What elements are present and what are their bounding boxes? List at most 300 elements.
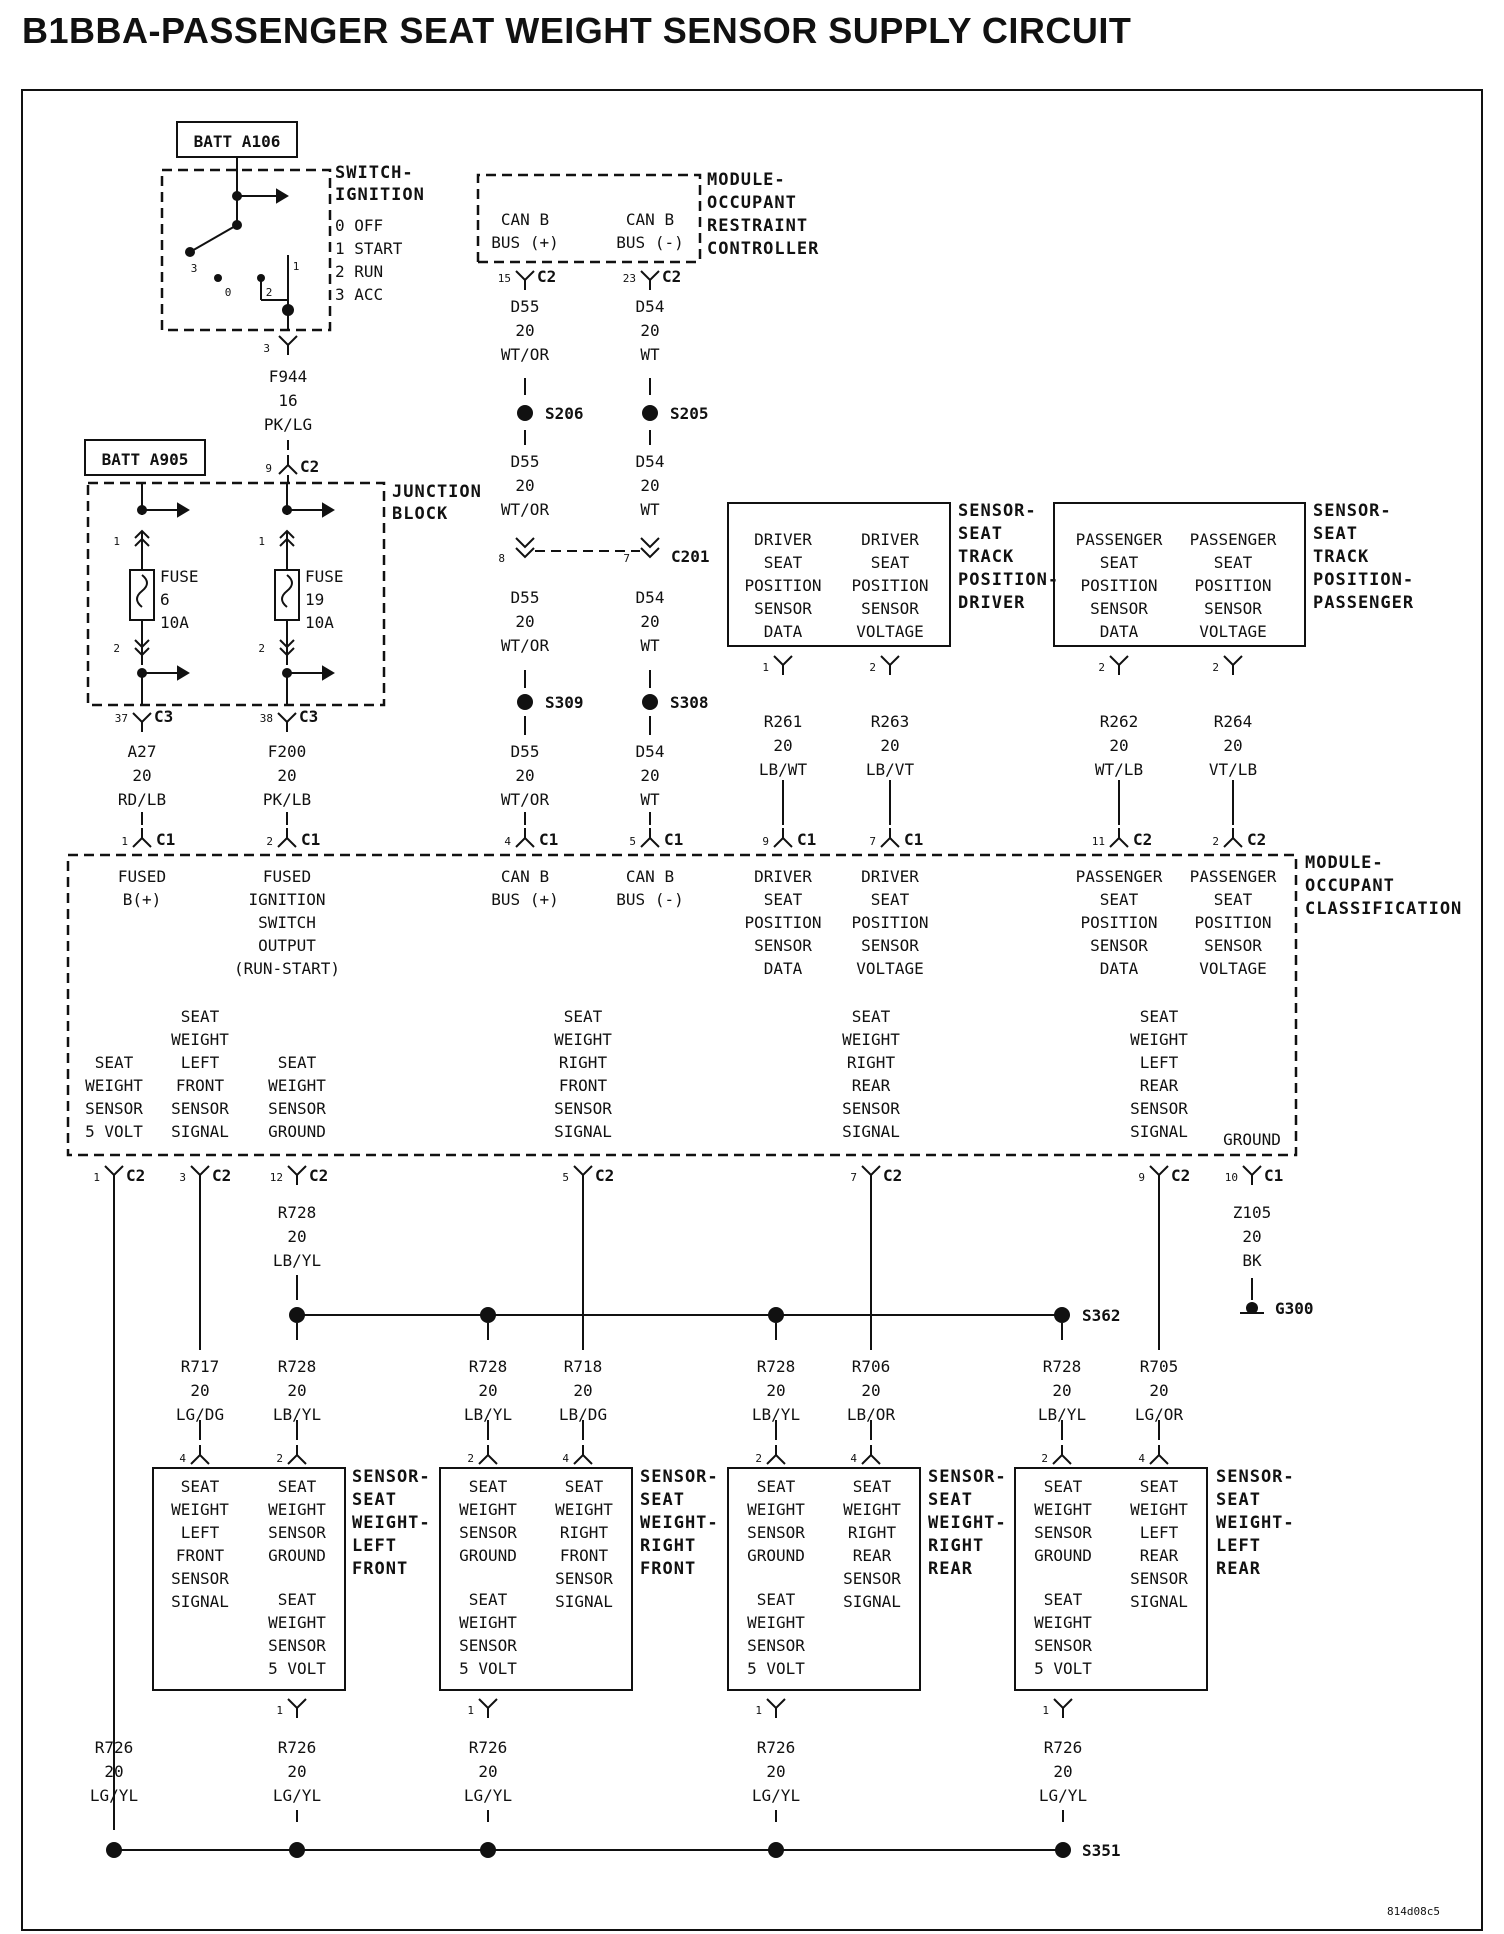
wire-callout: 20 — [766, 1762, 786, 1781]
sensor-signal-text: LEFT — [180, 1523, 220, 1542]
wire-callout: LB/DG — [558, 1405, 608, 1424]
ignition-positions: 0 OFF — [335, 216, 384, 235]
wire-callout: WT — [640, 500, 660, 519]
wire-callout: 20 — [478, 1762, 498, 1781]
sensor-5v-pin: 1 — [276, 1704, 283, 1717]
occ-top-pin-text: POSITION — [1080, 913, 1158, 932]
seat-track-sensor-label: SEAT — [1313, 524, 1358, 544]
sstpp-volt-text: SEAT — [1213, 553, 1253, 572]
occ-top-pin: 2 — [266, 835, 273, 848]
sensor-signal-text: WEIGHT — [843, 1500, 901, 1519]
occ-top-conn: C2 — [1247, 830, 1267, 849]
jb-in-conn: C2 — [300, 457, 320, 476]
wire-callout: WT — [640, 636, 660, 655]
occ-bottom-conn: C2 — [212, 1166, 232, 1185]
wire-callout: 20 — [1242, 1227, 1262, 1246]
occ-bottom-pin: 1 — [93, 1171, 100, 1184]
wire-callout: R262 — [1099, 712, 1139, 731]
occ-top-conn: C1 — [539, 830, 559, 849]
sensor-signal-text: SEAT — [1139, 1477, 1179, 1496]
occ-can-connector — [641, 828, 659, 847]
sensor-ground-text: SEAT — [277, 1477, 317, 1496]
sstpd-volt-text: SEAT — [870, 553, 910, 572]
ignition-pin-0: 0 — [224, 286, 232, 299]
sensor-5v-text: 5 VOLT — [1034, 1659, 1092, 1678]
s362-label: S362 — [1082, 1306, 1121, 1325]
wire-callout: VT/LB — [1208, 760, 1258, 779]
occ-top-pin-text: SENSOR — [754, 936, 812, 955]
seat-weight-sensor-label: FRONT — [640, 1559, 697, 1579]
wire-callout: R718 — [563, 1357, 603, 1376]
ignition-contact-0 — [214, 274, 222, 282]
ground-bus-splice — [289, 1307, 305, 1323]
occ-bottom-pin-text: GROUND — [1223, 1130, 1281, 1149]
wire-callout: 20 — [515, 766, 535, 785]
sensor-signal-connector — [191, 1445, 209, 1464]
sensor-ground-text: SENSOR — [459, 1523, 517, 1542]
wire-callout: WT — [640, 790, 660, 809]
ignition-node — [232, 191, 242, 201]
sstpp-data-text: SEAT — [1099, 553, 1139, 572]
sensor-5v-connector — [767, 1699, 785, 1718]
wire-callout: WT/OR — [500, 345, 550, 364]
occ-bottom-connector — [862, 1166, 880, 1185]
occ-top-pin-text: POSITION — [851, 913, 929, 932]
sensor-signal-text: SIGNAL — [1130, 1592, 1188, 1611]
wire-callout: 20 — [861, 1381, 881, 1400]
occ-top-pin-text: VOLTAGE — [856, 959, 924, 978]
wire-callout: 20 — [132, 766, 152, 785]
sensor-signal-connector — [1150, 1445, 1168, 1464]
sstpp-data-text: SENSOR — [1090, 599, 1148, 618]
wire-callout: R728 — [468, 1357, 508, 1376]
wire-callout: 20 — [640, 321, 660, 340]
occ-bottom-pin-text: SENSOR — [268, 1099, 326, 1118]
seat-track-sensor-label: POSITION- — [1313, 570, 1415, 590]
wire-callout: R263 — [870, 712, 910, 731]
occ-bottom-connector — [288, 1166, 306, 1185]
wire-callout: LG/YL — [463, 1786, 513, 1805]
wire-callout: R705 — [1139, 1357, 1179, 1376]
sensor-5v-text: WEIGHT — [459, 1613, 517, 1632]
occ-top-pin-text: BUS (-) — [616, 890, 684, 909]
occ-top-pin-text: OUTPUT — [258, 936, 316, 955]
occ-bottom-connector — [1243, 1166, 1261, 1185]
occ-top-pin-text: FUSED — [262, 867, 312, 886]
ignition-contact-3 — [185, 247, 195, 257]
can-splice-label: S206 — [545, 404, 584, 423]
sensor-ground-text: WEIGHT — [459, 1500, 517, 1519]
pin-number: 15 — [497, 272, 511, 285]
sensor-5v-text: 5 VOLT — [268, 1659, 326, 1678]
wire-callout: 20 — [766, 1381, 786, 1400]
figure-id: 814d08c5 — [1387, 1905, 1440, 1918]
sensor-ground-pin: 2 — [755, 1452, 762, 1465]
occ-top-pin-text: (RUN-START) — [234, 959, 340, 978]
occ-bottom-pin: 3 — [179, 1171, 186, 1184]
orc-label: RESTRAINT — [707, 216, 809, 236]
sensor-signal-text: SENSOR — [1130, 1569, 1188, 1588]
can-splice-label: S205 — [670, 404, 709, 423]
occ-bottom-pin-text: LEFT — [1139, 1053, 1179, 1072]
occ-top-pin-text: SENSOR — [861, 936, 919, 955]
sstpd-data-text: DATA — [763, 622, 803, 641]
sensor-5v-text: SENSOR — [1034, 1636, 1092, 1655]
track-sensor-connector — [1224, 656, 1242, 675]
occ-top-pin: 7 — [869, 835, 876, 848]
ignition-switch-label: SWITCH- — [335, 163, 414, 183]
fuse-top-pin: 1 — [113, 535, 120, 548]
occ-top-pin-text: B(+) — [122, 890, 162, 909]
occ-module-label: CLASSIFICATION — [1305, 899, 1463, 919]
g300-ground — [1246, 1302, 1258, 1314]
sensor-5v-text: SEAT — [277, 1590, 317, 1609]
can-splice — [517, 694, 533, 710]
jb-in-connector — [279, 455, 297, 474]
occ-module-label: MODULE- — [1305, 853, 1384, 873]
wire-callout: 20 — [104, 1762, 124, 1781]
seat-track-sensor-label: TRACK — [958, 547, 1015, 567]
wire-callout: BK — [1242, 1251, 1262, 1270]
occ-top-pin: 9 — [762, 835, 769, 848]
seat-weight-sensor-label: LEFT — [352, 1536, 397, 1556]
ignition-switch-label: IGNITION — [335, 185, 425, 205]
occ-bottom-pin-text: SEAT — [180, 1007, 220, 1026]
wire-callout: WT/LB — [1094, 760, 1144, 779]
sensor-signal-pin: 4 — [562, 1452, 569, 1465]
occ-bottom-connector — [1150, 1166, 1168, 1185]
sensor-ground-text: GROUND — [1034, 1546, 1092, 1565]
seat-weight-sensor-label: SEAT — [928, 1490, 973, 1510]
occ-top-conn: C1 — [301, 830, 321, 849]
sensor-5v-text: 5 VOLT — [459, 1659, 517, 1678]
sensor-ground-pin: 2 — [467, 1452, 474, 1465]
wire-callout: R726 — [756, 1738, 796, 1757]
sensor-5v-connector — [1054, 1699, 1072, 1718]
occ-bottom-pin-text: RIGHT — [846, 1053, 896, 1072]
occ-track-connector — [881, 828, 899, 847]
sensor-ground-text: WEIGHT — [747, 1500, 805, 1519]
seat-weight-sensor-label: WEIGHT- — [928, 1513, 1007, 1533]
wire-callout: R706 — [851, 1357, 891, 1376]
occ-top-pin-text: SEAT — [1213, 890, 1253, 909]
sensor-signal-text: LEFT — [1139, 1523, 1179, 1542]
sensor-ground-text: SEAT — [468, 1477, 508, 1496]
occ-top-pin-text: DATA — [1099, 959, 1139, 978]
occ-bottom-pin-text: SENSOR — [85, 1099, 143, 1118]
occ-track-connector — [1110, 828, 1128, 847]
wire-callout: R728 — [1042, 1357, 1082, 1376]
fuse-body — [275, 570, 299, 620]
occ-top-pin-text: CAN B — [625, 867, 675, 886]
occ-bottom-pin-text: FRONT — [558, 1076, 608, 1095]
track-pin: 1 — [762, 661, 769, 674]
jb-in-pin: 9 — [265, 462, 272, 475]
sstpp-data-text: POSITION — [1080, 576, 1158, 595]
occ-bottom-conn: C1 — [1264, 1166, 1284, 1185]
sensor-ground-connector — [479, 1445, 497, 1464]
wire-callout: WT/OR — [500, 636, 550, 655]
sensor-5v-text: WEIGHT — [1034, 1613, 1092, 1632]
track-pin: 2 — [1212, 661, 1219, 674]
occ-bottom-pin-text: SENSOR — [1130, 1099, 1188, 1118]
batt-a905-label: BATT A905 — [101, 450, 189, 469]
sensor-signal-text: FRONT — [559, 1546, 609, 1565]
occ-bottom-conn: C2 — [126, 1166, 146, 1185]
occ-top-pin-text: FUSED — [117, 867, 167, 886]
pin-number: 37 — [114, 712, 128, 725]
occ-top-conn: C1 — [797, 830, 817, 849]
wire-callout: 20 — [1109, 736, 1129, 755]
wire-callout: 20 — [1149, 1381, 1169, 1400]
occ-top-pin-text: DATA — [763, 959, 803, 978]
sensor-5v-pin: 1 — [467, 1704, 474, 1717]
fuse-node-bottom — [137, 668, 147, 678]
supply-bus-splice — [480, 1842, 496, 1858]
wire-callout: LG/YL — [89, 1786, 139, 1805]
occ-track-connector — [774, 828, 792, 847]
connector-id: C2 — [662, 267, 682, 286]
occ-top-pin-text: BUS (+) — [491, 890, 559, 909]
sensor-signal-text: SEAT — [564, 1477, 604, 1496]
occ-bottom-pin: 9 — [1138, 1171, 1145, 1184]
seat-weight-sensor-label: SENSOR- — [928, 1467, 1007, 1487]
supply-bus-splice — [768, 1842, 784, 1858]
occ-top-pin-text: DRIVER — [754, 867, 812, 886]
occ-bottom-pin-text: WEIGHT — [171, 1030, 229, 1049]
wire-callout: 20 — [515, 321, 535, 340]
wire-callout: LB/YL — [1037, 1405, 1087, 1424]
occ-bottom-pin: 12 — [269, 1171, 283, 1184]
sensor-5v-text: SENSOR — [459, 1636, 517, 1655]
sstpd-volt-text: VOLTAGE — [856, 622, 924, 641]
wire-callout: 20 — [287, 1227, 307, 1246]
seat-track-sensor-label: DRIVER — [958, 593, 1026, 613]
occ-bottom-pin-text: WEIGHT — [554, 1030, 612, 1049]
wire-callout: 20 — [640, 476, 660, 495]
wire-callout: D54 — [635, 297, 665, 316]
wire-callout: WT/OR — [500, 500, 550, 519]
wire-callout: LG/DG — [175, 1405, 225, 1424]
occ-top-pin-text: CAN B — [500, 867, 550, 886]
seat-track-sensor-label: SEAT — [958, 524, 1003, 544]
orc-label: CONTROLLER — [707, 239, 820, 259]
ignition-contact-arm — [190, 225, 237, 252]
wire-callout: R728 — [756, 1357, 796, 1376]
occ-top-pin: 11 — [1091, 835, 1105, 848]
ignition-output-node — [282, 304, 294, 316]
wire-callout: 20 — [287, 1762, 307, 1781]
ignition-positions: 2 RUN — [335, 262, 384, 281]
sensor-5v-text: SEAT — [756, 1590, 796, 1609]
ground-bus-splice — [480, 1307, 496, 1323]
sensor-signal-pin: 4 — [1138, 1452, 1145, 1465]
occ-bottom-pin-text: SIGNAL — [171, 1122, 229, 1141]
seat-track-sensor-box — [1054, 503, 1305, 646]
diagram-title: B1BBA-PASSENGER SEAT WEIGHT SENSOR SUPPLY CIRCUIT — [22, 10, 1132, 51]
occ-top-pin: 2 — [1212, 835, 1219, 848]
c201-connector — [516, 538, 534, 557]
sensor-ground-pin: 2 — [276, 1452, 283, 1465]
wire-callout: WT — [640, 345, 660, 364]
fuse-number: 19 — [305, 590, 325, 609]
fuse-element — [282, 575, 292, 607]
occ-pin2-connector — [278, 828, 296, 847]
occ-bottom-conn: C2 — [595, 1166, 615, 1185]
seat-weight-sensor-label: RIGHT — [640, 1536, 697, 1556]
can-splice-label: S308 — [670, 693, 709, 712]
sensor-ground-text: GROUND — [268, 1546, 326, 1565]
occ-bottom-pin-text: 5 VOLT — [85, 1122, 143, 1141]
occ-top-pin-text: SEAT — [870, 890, 910, 909]
track-sensor-connector — [1110, 656, 1128, 675]
orc-label: OCCUPANT — [707, 193, 797, 213]
sensor-signal-pin: 4 — [850, 1452, 857, 1465]
occ-bottom-connector — [574, 1166, 592, 1185]
wire-callout: D54 — [635, 588, 665, 607]
wire-callout: 20 — [1053, 1762, 1073, 1781]
pin-number: 23 — [622, 272, 636, 285]
wire-callout: 20 — [773, 736, 793, 755]
ignition-pivot — [232, 220, 242, 230]
sensor-5v-text: SENSOR — [268, 1636, 326, 1655]
wire-callout: 20 — [1223, 736, 1243, 755]
ignition-pin-1: 1 — [292, 260, 300, 273]
sensor-ground-text: SEAT — [1043, 1477, 1083, 1496]
track-pin: 2 — [869, 661, 876, 674]
sstpp-volt-text: SENSOR — [1204, 599, 1262, 618]
sensor-ground-connector — [288, 1445, 306, 1464]
occ-top-pin-text: DRIVER — [861, 867, 919, 886]
sensor-ground-text: GROUND — [747, 1546, 805, 1565]
supply-bus-splice — [1055, 1842, 1071, 1858]
wire-callout: LG/YL — [1038, 1786, 1088, 1805]
sstpp-volt-text: VOLTAGE — [1199, 622, 1267, 641]
s351-label: S351 — [1082, 1841, 1121, 1860]
wire-callout: PK/LG — [263, 415, 313, 434]
sensor-5v-text: 5 VOLT — [747, 1659, 805, 1678]
sensor-5v-text: WEIGHT — [747, 1613, 805, 1632]
occ-bottom-pin-text: WEIGHT — [842, 1030, 900, 1049]
wire-callout: WT/OR — [500, 790, 550, 809]
junction-block-box — [88, 483, 384, 705]
fuse-amps: 10A — [305, 613, 334, 632]
arrow-head — [178, 667, 188, 679]
occ-bottom-conn: C2 — [1171, 1166, 1191, 1185]
occ-bottom-pin-text: WEIGHT — [85, 1076, 143, 1095]
occ-bottom-pin-text: GROUND — [268, 1122, 326, 1141]
seat-weight-sensor-label: RIGHT — [928, 1536, 985, 1556]
occ-top-pin-text: SEAT — [763, 890, 803, 909]
wire-callout: LG/YL — [272, 1786, 322, 1805]
occ-top-pin-text: POSITION — [1194, 913, 1272, 932]
wire-callout: RD/LB — [117, 790, 167, 809]
wire-callout: D55 — [510, 588, 540, 607]
ignition-positions: 3 ACC — [335, 285, 384, 304]
seat-weight-sensor-label: SENSOR- — [640, 1467, 719, 1487]
arrow-head — [323, 667, 333, 679]
supply-bus-splice — [106, 1842, 122, 1858]
arrow-head — [178, 504, 188, 516]
can-splice — [642, 694, 658, 710]
occ-top-conn: C1 — [156, 830, 176, 849]
occ-bottom-connector — [191, 1166, 209, 1185]
ignition-out-pin: 3 — [263, 342, 270, 355]
sensor-signal-text: SEAT — [852, 1477, 892, 1496]
wire-callout: R717 — [180, 1357, 220, 1376]
occ-bottom-pin-text: SEAT — [1139, 1007, 1179, 1026]
sensor-5v-text: SEAT — [468, 1590, 508, 1609]
wire-callout: D54 — [635, 742, 665, 761]
seat-weight-sensor-label: WEIGHT- — [640, 1513, 719, 1533]
occ-top-pin-text: PASSENGER — [1189, 867, 1277, 886]
connector-id: C3 — [299, 707, 319, 726]
c201-pin: 8 — [498, 552, 505, 565]
wire-callout: D55 — [510, 452, 540, 471]
wire-callout: R728 — [277, 1357, 317, 1376]
sstpd-volt-text: POSITION — [851, 576, 929, 595]
occ-top-pin: 4 — [504, 835, 511, 848]
wire-callout: R261 — [763, 712, 803, 731]
wire-callout: 20 — [190, 1381, 210, 1400]
wire-callout: 16 — [278, 391, 298, 410]
orc-canh-text: CAN B — [500, 210, 550, 229]
wire-callout: LG/YL — [751, 1786, 801, 1805]
occ-bottom-pin-text: SEAT — [94, 1053, 134, 1072]
c201-label: C201 — [671, 547, 710, 566]
supply-bus-splice — [289, 1842, 305, 1858]
occ-bottom-connector — [105, 1166, 123, 1185]
wire-callout: R728 — [277, 1203, 317, 1222]
fuse-name: FUSE — [305, 567, 344, 586]
g300-label: G300 — [1275, 1299, 1314, 1318]
sensor-signal-text: REAR — [1139, 1546, 1179, 1565]
wire-callout: D55 — [510, 297, 540, 316]
sstpp-data-text: DATA — [1099, 622, 1139, 641]
sensor-ground-pin: 2 — [1041, 1452, 1048, 1465]
seat-track-sensor-label: SENSOR- — [1313, 501, 1392, 521]
wire-callout: 20 — [277, 766, 297, 785]
seat-weight-sensor-label: LEFT — [1216, 1536, 1261, 1556]
ignition-pin-2: 2 — [265, 286, 273, 299]
sensor-signal-text: RIGHT — [559, 1523, 609, 1542]
occ-top-conn: C1 — [904, 830, 924, 849]
occ-bottom-conn: C2 — [883, 1166, 903, 1185]
junction-block-label: JUNCTION — [392, 482, 482, 502]
jb-out-b-connector — [278, 713, 296, 732]
fuse-name: FUSE — [160, 567, 199, 586]
orc-canl-text: BUS (-) — [616, 233, 684, 252]
track-sensor-connector — [774, 656, 792, 675]
wire-callout: A27 — [127, 742, 157, 761]
pin-number: 38 — [259, 712, 273, 725]
occ-bottom-pin: 7 — [850, 1171, 857, 1184]
wire-callout: LB/WT — [758, 760, 808, 779]
sensor-ground-text: GROUND — [459, 1546, 517, 1565]
sstpd-data-text: SENSOR — [754, 599, 812, 618]
seat-track-sensor-label: POSITION- — [958, 570, 1060, 590]
occ-track-connector — [1224, 828, 1242, 847]
sensor-signal-text: SENSOR — [555, 1569, 613, 1588]
occ-top-pin-text: PASSENGER — [1075, 867, 1163, 886]
sstpp-data-text: PASSENGER — [1075, 530, 1163, 549]
wire-callout: D54 — [635, 452, 665, 471]
fuse-body — [130, 570, 154, 620]
sensor-signal-pin: 4 — [179, 1452, 186, 1465]
sensor-signal-text: WEIGHT — [1130, 1500, 1188, 1519]
sensor-ground-text: SENSOR — [268, 1523, 326, 1542]
sensor-ground-text: WEIGHT — [268, 1500, 326, 1519]
